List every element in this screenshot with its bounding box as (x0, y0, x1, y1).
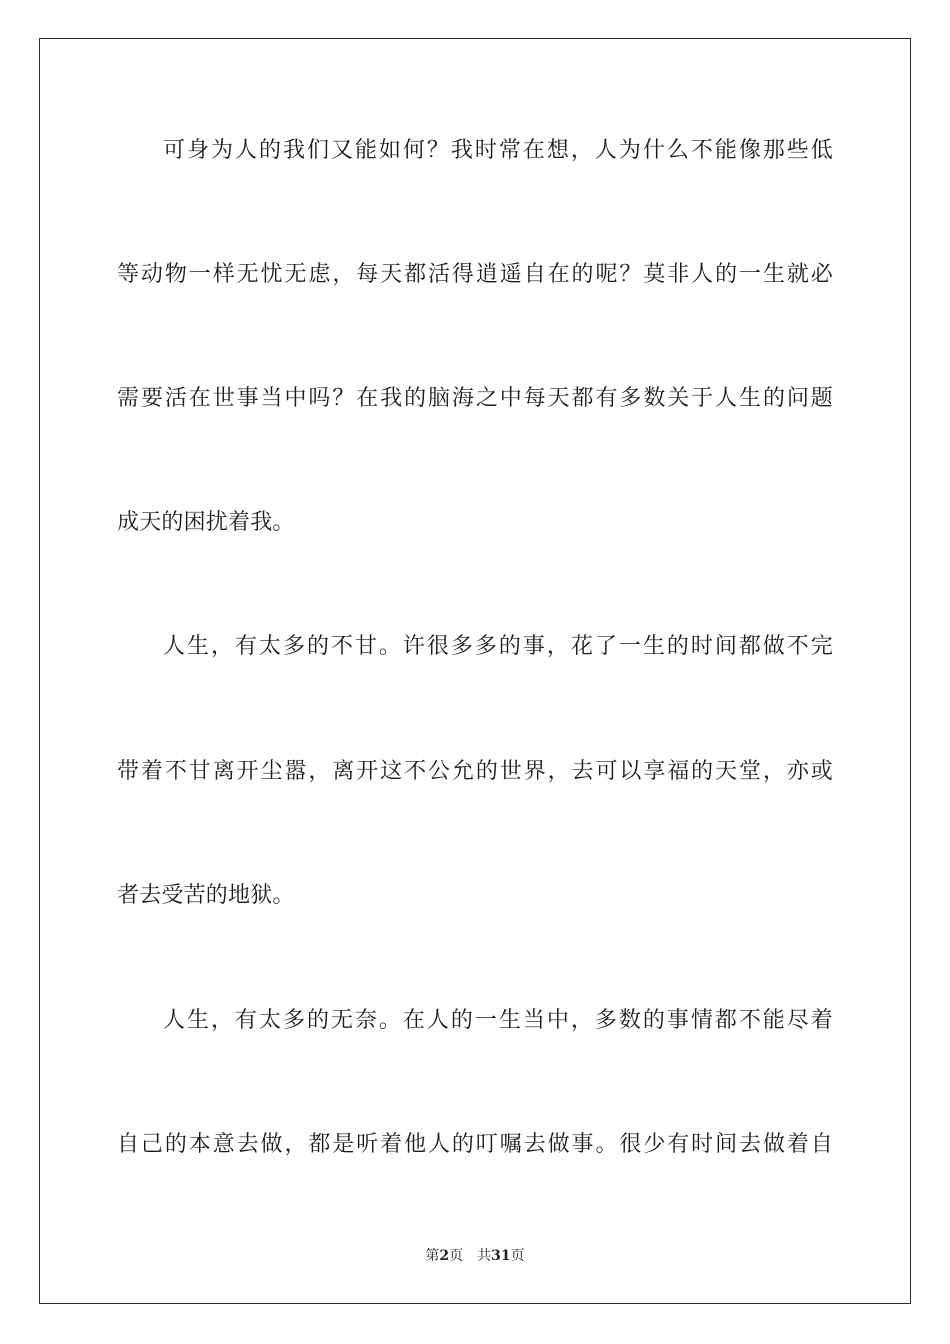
page-number: 2 (439, 1248, 450, 1264)
page-prefix: 第 (425, 1248, 440, 1264)
page-footer (0, 1245, 950, 1265)
page-border (39, 38, 911, 1304)
paragraph-2-line-3: 者去受苦的地狱。 (117, 883, 295, 908)
total-prefix: 共 (477, 1248, 492, 1264)
paragraph-1-line-1: 可身为人的我们又能如何？我时常在想，人为什么不能像那些低 (163, 138, 833, 163)
total-suffix: 页 (510, 1248, 525, 1264)
paragraph-2-line-2: 带着不甘离开尘嚣，离开这不公允的世界，去可以享福的天堂，亦或 (117, 759, 833, 784)
paragraph-1-line-4: 成天的困扰着我。 (117, 510, 295, 535)
paragraph-1-line-3: 需要活在世事当中吗？在我的脑海之中每天都有多数关于人生的问题 (117, 386, 833, 411)
paragraph-3-line-1: 人生，有太多的无奈。在人的一生当中，多数的事情都不能尽着 (163, 1008, 833, 1033)
paragraph-3-line-2: 自己的本意去做，都是听着他人的叮嘱去做事。很少有时间去做着自 (117, 1132, 833, 1157)
paragraph-1-line-2: 等动物一样无忧无虑，每天都活得逍遥自在的呢？莫非人的一生就必 (117, 262, 833, 287)
page-suffix: 页 (449, 1248, 464, 1264)
paragraph-2-line-1: 人生，有太多的不甘。许很多多的事，花了一生的时间都做不完 (163, 634, 833, 659)
total-pages: 31 (491, 1248, 511, 1264)
